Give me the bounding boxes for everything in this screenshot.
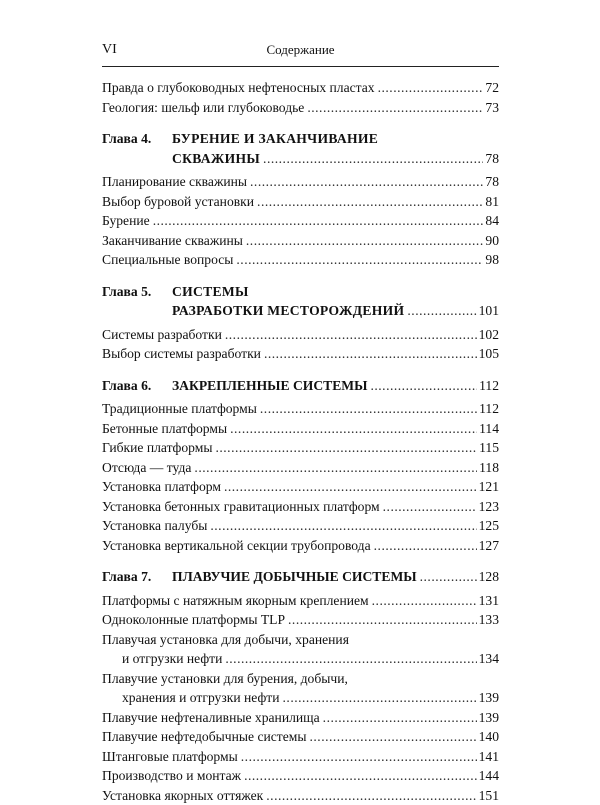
toc-entry[interactable]	[102, 536, 499, 556]
leader-dots	[215, 438, 477, 458]
toc-entry-text: Гибкие платформы	[102, 438, 212, 458]
toc-entry-text: Установка палубы	[102, 516, 207, 536]
toc-entry-page: 112	[479, 399, 499, 419]
chapter-number: Глава 5.	[102, 282, 172, 302]
toc-entry-text: Заканчивание скважины	[102, 231, 243, 251]
toc-entry[interactable]	[102, 344, 499, 364]
running-head-title: Содержание	[102, 42, 499, 58]
chapter-title-line1: ЗАКРЕПЛЕННЫЕ СИСТЕМЫ	[172, 378, 367, 393]
toc-entry-text: Плавучие нефтеналивные хранилища	[102, 708, 320, 728]
toc-entry[interactable]	[102, 497, 499, 517]
toc-entry-page: 105	[479, 344, 499, 364]
toc-entry-page: 127	[479, 536, 499, 556]
toc-entry-text-cont: хранения и отгрузки нефти	[122, 688, 280, 708]
toc-entry-page: 114	[479, 419, 499, 439]
leader-dots	[323, 708, 477, 728]
chapter-page: 112	[479, 376, 499, 396]
toc-entry-text: Установка бетонных гравитационных платформ	[102, 497, 380, 517]
leader-dots	[230, 419, 477, 439]
toc-entry-text: Системы разработки	[102, 325, 222, 345]
leader-dots	[407, 301, 476, 321]
toc-entry-page: 84	[485, 211, 499, 231]
chapter-page: 101	[479, 301, 499, 321]
toc-entry-text: Выбор буровой установки	[102, 192, 254, 212]
toc-entry-text: Штанговые платформы	[102, 747, 238, 767]
leader-dots	[288, 610, 477, 630]
leader-dots	[225, 649, 476, 669]
toc-entry-page: 118	[479, 458, 499, 478]
chapter-page: 128	[479, 567, 499, 587]
leader-dots	[153, 211, 484, 231]
toc-entry-page: 73	[485, 98, 499, 118]
toc-entry-page: 115	[479, 438, 499, 458]
chapter-heading-text	[102, 376, 367, 396]
leader-dots	[266, 786, 476, 805]
leader-dots	[224, 477, 477, 497]
toc-entry[interactable]	[102, 747, 499, 767]
chapter-7	[102, 567, 499, 805]
toc-entry[interactable]	[102, 708, 499, 728]
toc-entry-text: Бетонные платформы	[102, 419, 227, 439]
toc-entry-text: Установка платформ	[102, 477, 221, 497]
toc-entry[interactable]	[102, 610, 499, 630]
toc-entry-line2[interactable]	[102, 649, 499, 669]
toc-entry-text: Правда о глубоководных нефтеносных пластах	[102, 78, 375, 98]
leader-dots	[283, 688, 477, 708]
chapter-entries	[102, 172, 499, 270]
leader-dots	[378, 78, 484, 98]
toc-entry-text: Установка якорных оттяжек	[102, 786, 263, 805]
toc-entry-page: 72	[485, 78, 499, 98]
toc-entry[interactable]	[102, 399, 499, 419]
toc-entry-text-cont: и отгрузки нефти	[122, 649, 222, 669]
toc-entry[interactable]	[102, 766, 499, 786]
toc-entry[interactable]	[102, 78, 499, 98]
chapter-heading[interactable]	[102, 282, 499, 302]
toc-entry-text: Одноколонные платформы TLP	[102, 610, 285, 630]
toc-entry-text: Производство и монтаж	[102, 766, 241, 786]
toc-entry[interactable]	[102, 325, 499, 345]
toc-entry-text: Плавучая установка для добычи, хранения	[102, 630, 349, 650]
leader-dots	[374, 536, 477, 556]
leader-dots	[236, 250, 483, 270]
chapter-entries	[102, 591, 499, 805]
toc-entry[interactable]	[102, 786, 499, 805]
toc-entry[interactable]	[102, 98, 499, 118]
toc-entry-line1[interactable]	[102, 630, 499, 650]
toc-entry[interactable]	[102, 458, 499, 478]
toc-entry-text: Традиционные платформы	[102, 399, 257, 419]
toc-entry[interactable]	[102, 172, 499, 192]
leader-dots	[370, 376, 477, 396]
toc-entry[interactable]	[102, 438, 499, 458]
toc-entry[interactable]	[102, 591, 499, 611]
toc-entry-page: 144	[479, 766, 499, 786]
page-folio: VI	[102, 42, 117, 58]
chapter-number: Глава 7.	[102, 567, 172, 587]
leader-dots	[246, 231, 484, 251]
toc-entry[interactable]	[102, 211, 499, 231]
toc-entry-text: Платформы с натяжным якорным креплением	[102, 591, 369, 611]
chapter-title-line1: ПЛАВУЧИЕ ДОБЫЧНЫЕ СИСТЕМЫ	[172, 569, 417, 584]
toc-entry-page: 140	[479, 727, 499, 747]
toc-entry-line1[interactable]	[102, 669, 499, 689]
toc-entry-text: Специальные вопросы	[102, 250, 233, 270]
toc-entry[interactable]	[102, 727, 499, 747]
toc-entry-page: 81	[485, 192, 499, 212]
toc-entry-text: Отсюда — туда	[102, 458, 191, 478]
toc-entry-page: 98	[485, 250, 499, 270]
leader-dots	[307, 98, 483, 118]
chapter-4	[102, 129, 499, 270]
leader-dots	[241, 747, 477, 767]
toc-entry-page: 139	[479, 688, 499, 708]
chapter-heading[interactable]	[102, 129, 499, 149]
toc-entry-page: 121	[479, 477, 499, 497]
toc-entry-page: 141	[479, 747, 499, 767]
chapter-number: Глава 4.	[102, 129, 172, 149]
toc-entry-page: 134	[479, 649, 499, 669]
leader-dots	[264, 344, 477, 364]
leader-dots	[310, 727, 477, 747]
toc-entry[interactable]	[102, 477, 499, 497]
toc-entry-text: Плавучие нефтедобычные системы	[102, 727, 307, 747]
chapter-page: 78	[485, 149, 499, 169]
chapter-heading-cont[interactable]	[102, 149, 499, 169]
leader-dots	[372, 591, 477, 611]
leader-dots	[263, 149, 483, 169]
chapter-heading-text	[102, 567, 417, 587]
leader-dots	[260, 399, 477, 419]
toc-entry-page: 151	[479, 786, 499, 805]
header-rule	[102, 66, 499, 67]
leader-dots	[383, 497, 477, 517]
toc-entry-text: Плавучие установки для бурения, добычи,	[102, 669, 348, 689]
running-head	[102, 42, 499, 62]
toc-entry-page: 133	[479, 610, 499, 630]
chapter-6	[102, 376, 499, 556]
chapter-title-line1: СИСТЕМЫ	[172, 282, 249, 302]
chapter-heading-cont[interactable]	[102, 301, 499, 321]
toc-entry-page: 123	[479, 497, 499, 517]
toc-entry[interactable]	[102, 516, 499, 536]
chapter-title-line1: БУРЕНИЕ И ЗАКАНЧИВАНИЕ	[172, 129, 378, 149]
toc-entry-text: Планирование скважины	[102, 172, 247, 192]
chapter-heading[interactable]	[102, 376, 499, 396]
leader-dots	[244, 766, 477, 786]
toc-entry[interactable]	[102, 250, 499, 270]
toc-entry-text: Выбор системы разработки	[102, 344, 261, 364]
toc-entry-page: 125	[479, 516, 499, 536]
chapter-title-line2: РАЗРАБОТКИ МЕСТОРОЖДЕНИЙ	[172, 301, 404, 321]
toc-entry-line2[interactable]	[102, 688, 499, 708]
toc-entry[interactable]	[102, 192, 499, 212]
toc-entry[interactable]	[102, 419, 499, 439]
leader-dots	[210, 516, 476, 536]
toc-entry-page: 78	[485, 172, 499, 192]
leader-dots	[225, 325, 477, 345]
chapter-title-line2: СКВАЖИНЫ	[172, 149, 260, 169]
toc-entry-text: Установка вертикальной секции трубопровода	[102, 536, 371, 556]
leader-dots	[250, 172, 483, 192]
toc-entry-text: Геология: шельф или глубоководье	[102, 98, 304, 118]
chapter-number: Глава 6.	[102, 376, 172, 396]
chapter-entries	[102, 399, 499, 555]
chapter-entries	[102, 325, 499, 364]
toc-entry[interactable]	[102, 231, 499, 251]
chapter-5	[102, 282, 499, 364]
leader-dots	[257, 192, 483, 212]
toc-entry-page: 90	[485, 231, 499, 251]
toc-entry-text: Бурение	[102, 211, 150, 231]
leader-dots	[194, 458, 477, 478]
toc-entry-page: 139	[479, 708, 499, 728]
toc-entry-page: 131	[479, 591, 499, 611]
table-of-contents	[102, 78, 499, 805]
leader-dots	[420, 567, 477, 587]
chapter-heading[interactable]	[102, 567, 499, 587]
toc-entry-page: 102	[479, 325, 499, 345]
